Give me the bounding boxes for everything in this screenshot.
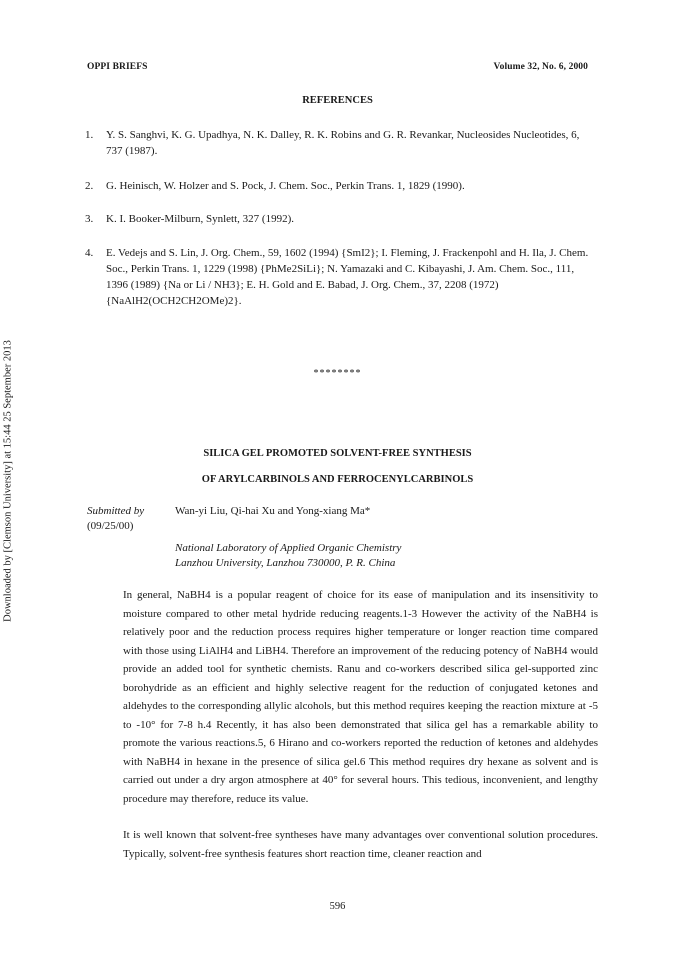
reference-1: 1. Y. S. Sanghvi, K. G. Upadhya, N. K. Dalley, R. K. Robins and G. R. Revankar, Nucleosides Nucleotides, 6, 737 (1987).	[85, 129, 580, 157]
body-paragraph-1: In general, NaBH4 is a popular reagent of choice for its ease of manipulation and its insensitivity to moisture compared to other metal hydride reducing reagents.1-3 However the activity of the NaBH4 is relatively poor and the reduction process requires higher temperature or longer reaction time compared with those using LiAlH4 and LiBH4. Therefore an improvement of the reducing potency of NaBH4 would provide an added tool for synthetic chemists. Ranu and co-workers described silica gel-supported zinc borohydride as an efficient and highly selective reagent for the reduction of conjugated ketones and aldehydes to the corresponding allylic alcohols, but this method requires keeping the reaction mixture at -5 to -10° for 7-8 h.4 Recently, it has also been demonstrated that silica gel has a remarkable ability to promote the various reactions.5, 6 Hirano and co-workers reported the reduction of ketones and aldehydes with NaBH4 in hexane in the presence of silica gel.6 This method requires dry hexane as solvent and is carried out under a dry argon atmosphere at 40° for several hours. This tedious, inconvenient, and lengthy procedure may therefore, reduce its value.	[123, 589, 598, 805]
affiliation-line-1: National Laboratory of Applied Organic Chemistry	[175, 542, 402, 554]
page-number: 596	[329, 901, 346, 912]
download-side-note: Downloaded by [Clemson University] at 15:44 25 September 2013	[2, 339, 14, 622]
reference-4: 4. E. Vedejs and S. Lin, J. Org. Chem., 59, 1602 (1994) {SmI2}; I. Fleming, J. Frackenpohl and H. Ila, J. Chem. Soc., Perkin Trans. 1, 1229 (1998) {PhMe2SiLi}; N. Yamazaki and C. Kibayashi, J. Am. Chem. Soc., 111, 1396 (1989) {Na or Li / NH3}; E. H. Gold and E. Babad, J. Org. Chem., 37, 2208 (1972) {NaAlH2(OCH2CH2OMe)2}.	[85, 247, 589, 307]
section-separator: ********	[313, 368, 362, 379]
references-heading: REFERENCES	[302, 95, 373, 106]
article-title-line-2: OF ARYLCARBINOLS AND FERROCENYLCARBINOLS	[201, 474, 474, 485]
article-authors: Wan-yi Liu, Qi-hai Xu and Yong-xiang Ma*	[175, 505, 371, 517]
body-paragraph-2: It is well known that solvent-free syntheses have many advantages over conventional solution procedures. Typically, solvent-free synthesis features short reaction time, cleaner reaction and	[123, 829, 598, 860]
affiliation-line-2: Lanzhou University, Lanzhou 730000, P. R. China	[175, 557, 396, 569]
submitted-by-label: Submitted by	[87, 505, 145, 517]
running-header-left: OPPI BRIEFS	[87, 62, 148, 72]
reference-2: 2. G. Heinisch, W. Holzer and S. Pock, J. Chem. Soc., Perkin Trans. 1, 1829 (1990).	[85, 180, 465, 192]
running-header-right: Volume 32, No. 6, 2000	[493, 62, 588, 72]
reference-3: 3. K. I. Booker-Milburn, Synlett, 327 (1992).	[85, 213, 294, 225]
article-title-line-1: SILICA GEL PROMOTED SOLVENT-FREE SYNTHESIS	[203, 448, 472, 459]
submitted-date: (09/25/00)	[87, 520, 134, 532]
